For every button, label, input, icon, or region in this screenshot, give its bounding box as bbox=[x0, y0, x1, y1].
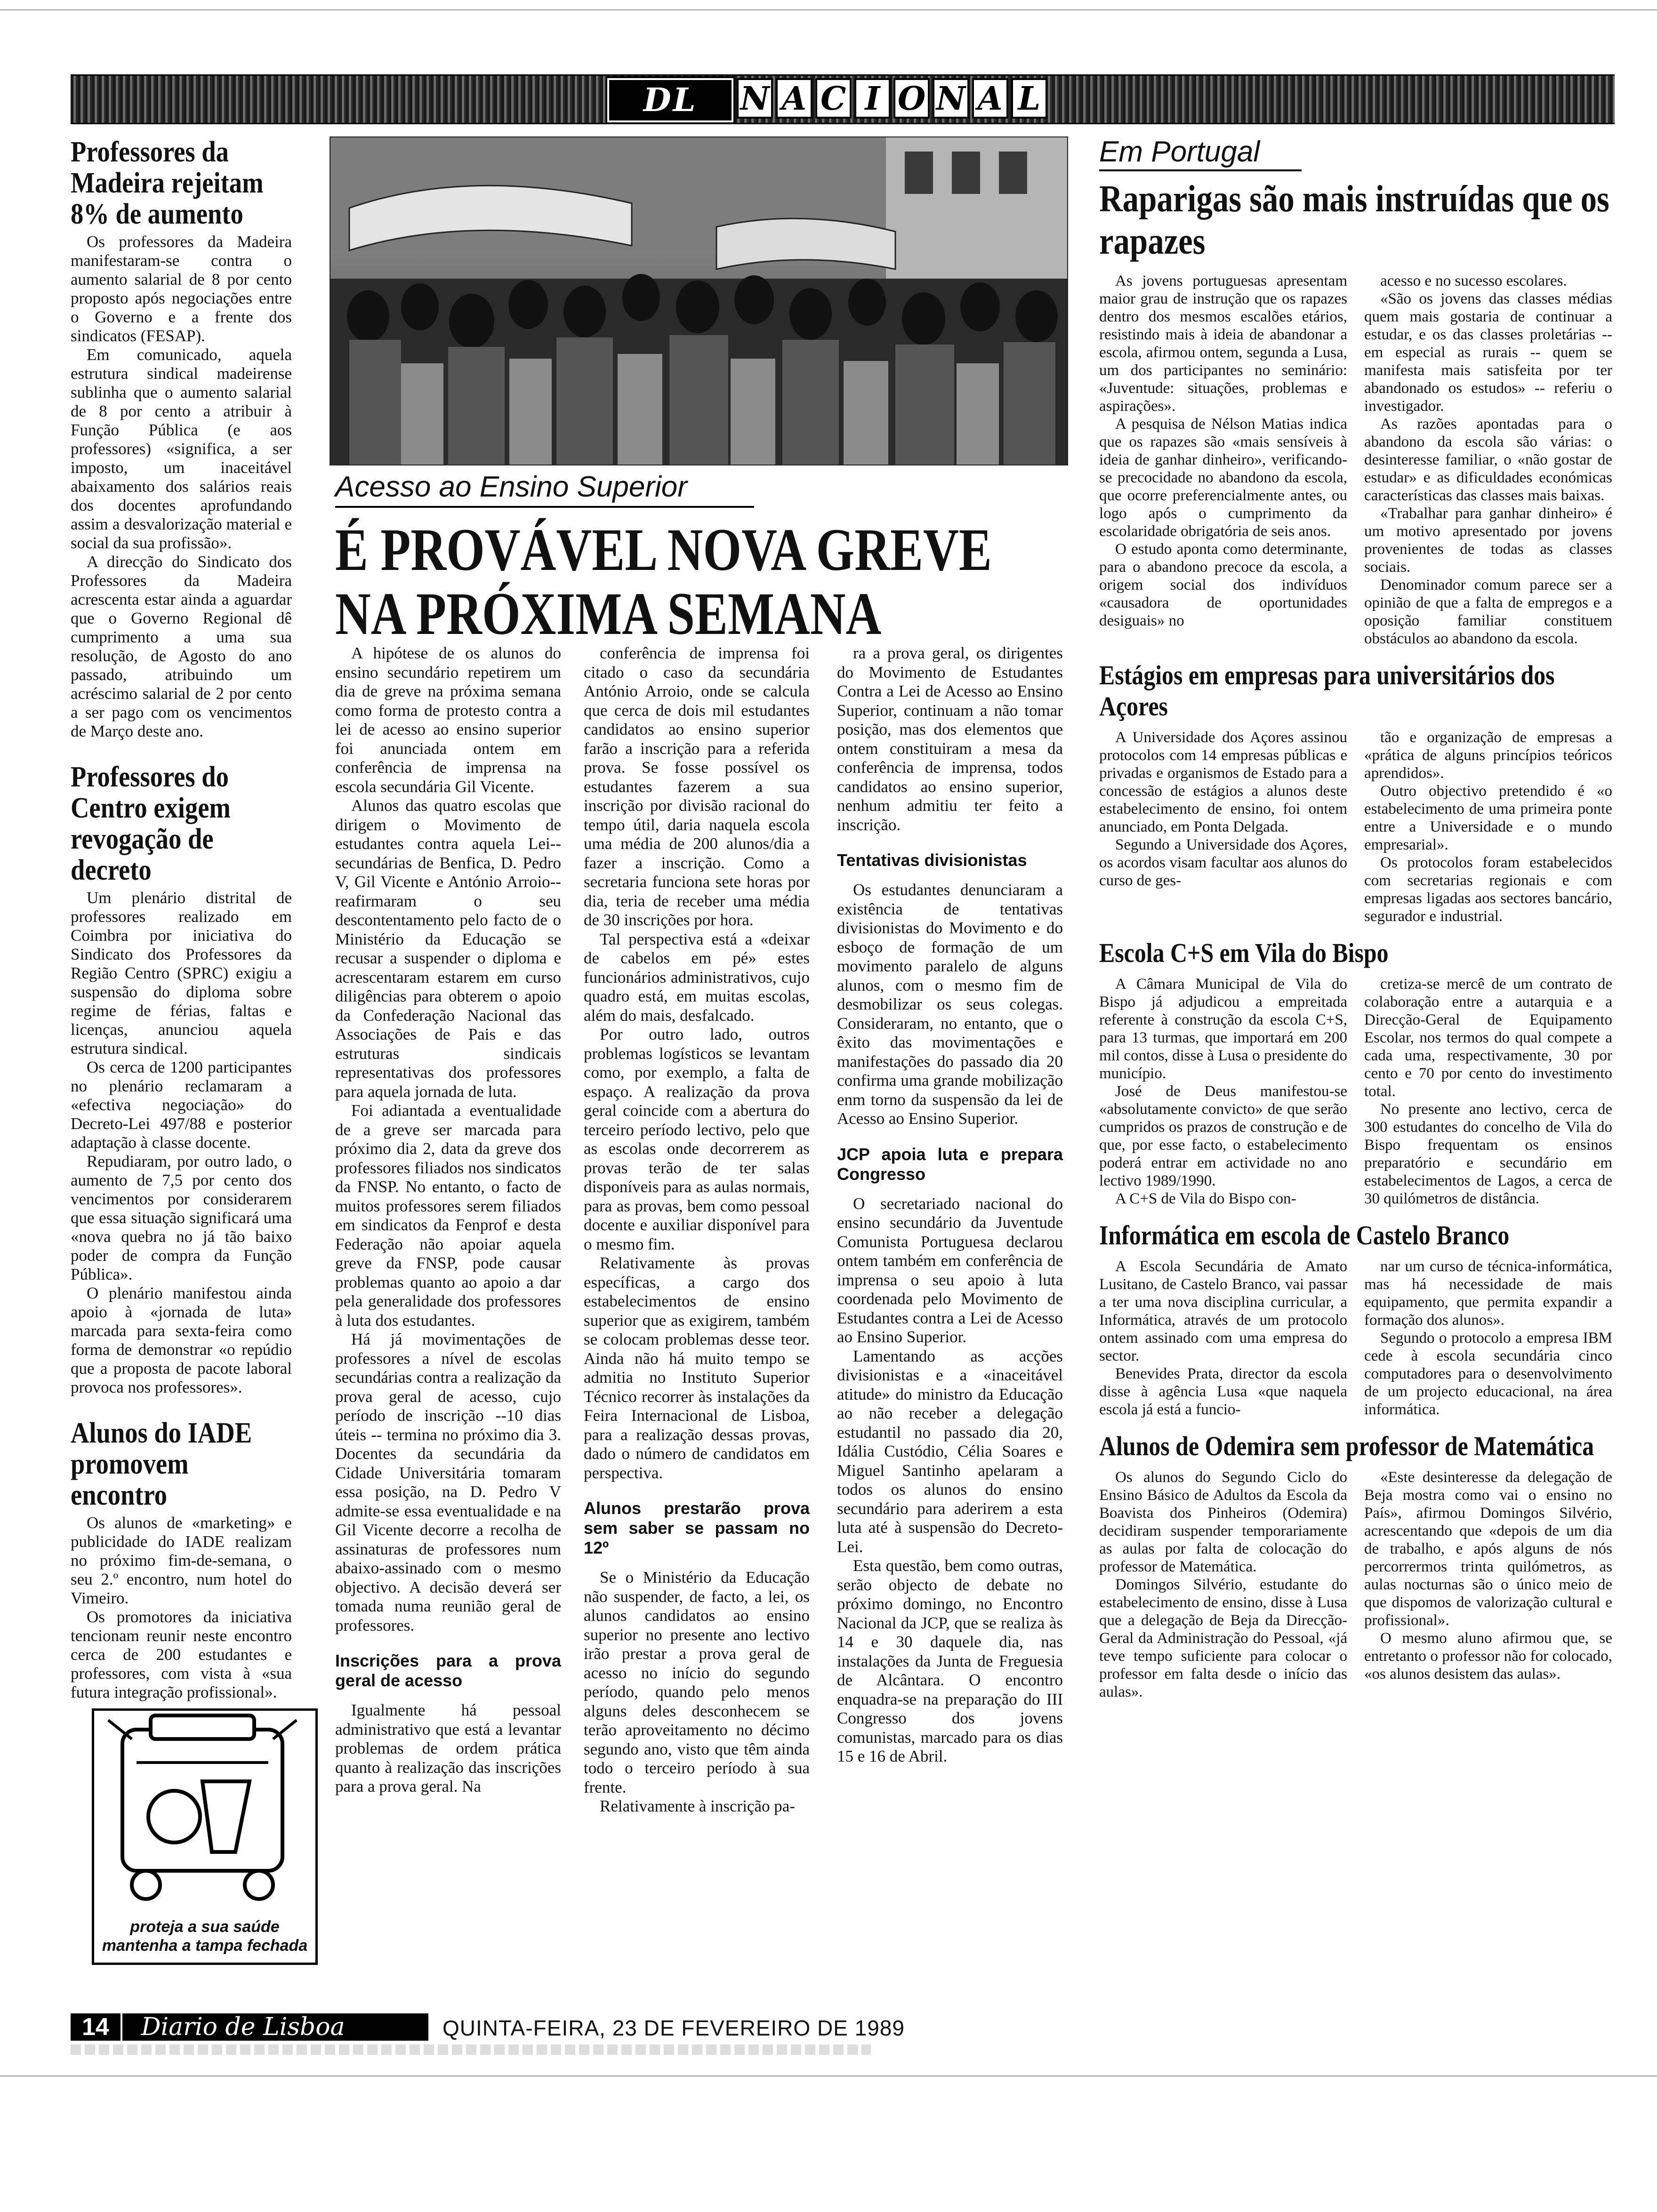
ad-caption-line: mantenha a tampa fechada bbox=[102, 1937, 308, 1955]
article-col bbox=[1099, 975, 1347, 1208]
right-kicker: Em Portugal bbox=[1099, 136, 1260, 168]
article-raparigas bbox=[1099, 272, 1612, 648]
headline-castelo-branco: Informática em escola de Castelo Branco bbox=[1099, 1220, 1510, 1250]
paragraph: Em comunicado, aquela estrutura sindical madeirense sublinha que o aumento salarial de 8 por cento a atribuir à Função Pública (e aos professores) «significa, a ser imposto, um inaceitável abaixamento dos salários reais dos docentes aprofundando assim a desvalorização material e social da sua profissão». bbox=[71, 345, 292, 552]
article-col bbox=[1364, 975, 1612, 1208]
main-story-headline: É PROVÁVEL NOVA GREVE NA PRÓXIMA SEMANA bbox=[335, 516, 992, 647]
footer-bleed-through bbox=[71, 2044, 871, 2055]
paragraph: Igualmente há pessoal administrativo que está a levantar problemas de ordem prática quanto à realização das inscrições para a prova geral. Na bbox=[335, 1701, 561, 1795]
article-col bbox=[1364, 1468, 1612, 1701]
trash-bin-icon bbox=[94, 1711, 311, 1908]
article-madeira bbox=[71, 232, 292, 741]
page-number: 14 bbox=[71, 2013, 122, 2041]
health-ad-box bbox=[92, 1708, 318, 1965]
subheading: Inscrições para a prova geral de acesso bbox=[335, 1651, 561, 1690]
section-letter: N bbox=[737, 78, 773, 119]
kicker-rule bbox=[335, 506, 754, 508]
main-story-col-1 bbox=[335, 644, 561, 1796]
paragraph: Foi adiantada a eventualidade de a greve ser marcada para próximo dia 2, data da greve dos professores filiados nos sindicatos da FNSP. No entanto, o facto de muitos professores serem filiados em sindicatos da Fenprof e desta Federação não apoiar aquela greve da FNSP, pode causar problemas quanto ao apoio a dar pela generalidade dos professores à luta dos estudantes. bbox=[335, 1101, 561, 1330]
paragraph: A Câmara Municipal de Vila do Bispo já adjudicou a empreitada referente à construção da escola C+S, para 13 turmas, que importará em 200 mil contos, disse à Lusa o presidente do município. bbox=[1099, 976, 1347, 1082]
main-story-kicker: Acesso ao Ensino Superior bbox=[335, 471, 687, 503]
section-letter: I bbox=[854, 78, 891, 119]
paragraph: A direcção do Sindicato dos Professores da Madeira acrescenta estar ainda a aguardar que o Governo Regional dê cumprimento a uma sua resolução, de Agosto do ano passado, atribuindo um acréscimo salarial de 2 por cento a ser pago com os vencimentos de Março deste ano. bbox=[71, 553, 292, 740]
paragraph: nar um curso de técnica-informática, mas há necessidade de mais equipamento, que permita expandir a formação dos alunos». bbox=[1364, 1258, 1612, 1329]
article-estagios bbox=[1099, 729, 1612, 925]
paragraph: As jovens portuguesas apresentam maior grau de instrução que os rapazes dentro dos mesmos escalões etários, resistindo mais à ideia de abandonar a escola, afirmou ontem, segunda a Lusa, um dos participantes no seminário: «Juventude: situações, problemas e aspirações». bbox=[1099, 272, 1347, 415]
subheading: Tentativas divisionistas bbox=[837, 850, 1027, 870]
article-castelo-branco bbox=[1099, 1258, 1612, 1419]
right-column bbox=[1099, 127, 1612, 1701]
headline-vila-do-bispo: Escola C+S em Vila do Bispo bbox=[1099, 938, 1389, 968]
paragraph: Relativamente às provas específicas, a cargo dos estabelecimentos de ensino superior que as exigirem, também se colocam problemas desse teor. Ainda não há muito tempo se admitia no Instituto Superior Técnico recorrer às instalações da Feira Internacional de Lisboa, para a realização dessas provas, dado o número de candidatos em perspectiva. bbox=[584, 1254, 810, 1482]
paragraph: Se o Ministério da Educação não suspender, de facto, a lei, os alunos candidatos ao ensino superior no presente ano lectivo irão prestar a prova geral de acesso no início do segundo período, quando pelo menos alguns deles desconhecem se terão aproveitamento no décimo segundo ano, visto que têm ainda todo o terceiro período à sua frente. bbox=[584, 1568, 810, 1796]
section-letter: A bbox=[972, 78, 1008, 119]
section-letter: A bbox=[776, 78, 812, 119]
paragraph: O estudo aponta como determinante, para o abandono precoce da escola, a origem social dos indivíduos «causadora de oportunidades desiguais» no bbox=[1099, 541, 1347, 629]
paragraph: A hipótese de os alunos do ensino secundário repetirem um dia de greve na próxima semana como forma de protesto contra a lei de acesso ao ensino superior foi anunciada ontem em conferência de imprensa na escola secundária Gil Vicente. bbox=[335, 644, 561, 796]
headline-raparigas: Raparigas são mais instruídas que os rapazes bbox=[1099, 178, 1609, 262]
paragraph: Os alunos do Segundo Ciclo do Ensino Básico de Adultos da Escola da Boavista dos Pinheiros (Odemira) decidiram suspender temporariamente as aulas por falta de colocação do professor de Matemática. bbox=[1099, 1469, 1347, 1575]
headline-madeira: Professores da Madeira rejeitam 8% de aumento bbox=[71, 136, 264, 230]
paragraph: acesso e no sucesso escolares. bbox=[1380, 272, 1567, 289]
paragraph: Os professores da Madeira manifestaram-se contra o aumento salarial de 8 por cento proposto após negociações entre o Governo e a frente dos sindicatos (FESAP). bbox=[71, 232, 292, 345]
paragraph: No presente ano lectivo, cerca de 300 estudantes do concelho de Vila do Bispo frequentam os ensinos preparatório e secundário em estabelecimentos de Lagos, a cerca de 30 quilómetros de distância. bbox=[1364, 1101, 1612, 1207]
article-col bbox=[1099, 729, 1347, 925]
section-letter: L bbox=[1011, 78, 1047, 119]
subheading: JCP apoia luta e prepara Congresso bbox=[837, 1144, 1063, 1184]
paragraph: cretiza-se mercê de um contrato de colaboração entre a autarquia e a Direcção-Geral de Equipamento Escolar, nos termos do qual compete a cada uma, respectivamente, 30 por cento e 70 por cento do investimento total. bbox=[1364, 976, 1612, 1100]
paragraph: Os protocolos foram estabelecidos com secretarias regionais e com empresas ligadas aos sectores bancário, segurador e industrial. bbox=[1364, 854, 1612, 925]
article-col bbox=[1364, 729, 1612, 925]
footer-date: QUINTA-FEIRA, 23 DE FEVEREIRO DE 1989 bbox=[442, 2016, 905, 2040]
paragraph: Segundo a Universidade dos Açores, os acordos visam facultar aos alunos do curso de ges- bbox=[1099, 836, 1347, 889]
footer-bar bbox=[71, 2013, 428, 2041]
paragraph: A Escola Secundária de Amato Lusitano, de Castelo Branco, vai passar a ter uma nova disciplina curricular, a Informática, através de um protocolo ontem assinado com uma empresa do sector. bbox=[1099, 1258, 1347, 1364]
paragraph: A Universidade dos Açores assinou protocolos com 14 empresas públicas e privadas e organismos de Estado para a concessão de estágios a alunos deste estabelecimento de ensino, foi ontem anunciado, em Ponta Delgada. bbox=[1099, 729, 1347, 835]
paragraph: Segundo o protocolo a empresa IBM cede à escola secundária cinco computadores para o desenvolvimento de um projecto educacional, na área informática. bbox=[1364, 1330, 1612, 1418]
paragraph: Denominador comum parece ser a opinião de que a falta de empregos e a oposição familiar constituem obstáculos ao abandono da escola. bbox=[1364, 577, 1612, 647]
paragraph: O plenário manifestou ainda apoio à «jornada de luta» marcada para sexta-feira como forma de demonstrar «o repúdio que a proposta de pacote laboral provoca nos professores». bbox=[71, 1284, 292, 1396]
paper-name: Diario de Lisboa bbox=[141, 2013, 345, 2041]
headline-estagios: Estágios em empresas para universitários dos Açores bbox=[1099, 660, 1555, 721]
paragraph: Esta questão, bem como outras, serão objecto de debate no próximo domingo, no Encontro Nacional da JCP, que se realiza às 14 e 30 daquele dia, nas instalações da Junta de Freguesia de Alcântara. O encontro enquadra-se na preparação do III Congresso dos jovens comunistas, marcado para os dias 15 e 16 de Abril. bbox=[837, 1556, 1063, 1765]
section-label-nacional bbox=[737, 78, 1047, 119]
article-col bbox=[1364, 272, 1612, 648]
paragraph: O mesmo aluno afirmou que, se entretanto o professor não for colocado, «os alunos desistem das aulas». bbox=[1364, 1630, 1612, 1683]
paragraph: Os cerca de 1200 participantes no plenário reclamaram a «efectiva negociação» do Decreto-Lei 497/88 e posterior adaptação à classe docente. bbox=[71, 1058, 292, 1152]
ad-caption bbox=[94, 1917, 315, 1955]
paragraph: conferência de imprensa foi citado o caso da secundária António Arroio, onde se calcula que cerca de dois mil estudantes candidatos ao ensino superior farão a inscrição para a referida prova. Se fosse possível os estudantes fazerem a sua inscrição por divisão racional do tempo útil, daria naquela escola uma média de 200 alunos/dia a fazer a inscrição. Como a secretaria funciona sete horas por dia, teria de receber uma média de 30 inscrições por hora. bbox=[584, 644, 810, 929]
paragraph: ra a prova geral, os dirigentes do Movimento de Estudantes Contra a Lei de Acesso ao Ensino Superior, continuam a não tomar posição, mas dos elementos que ontem constituiram a mesa da conferência de imprensa, todos candidatos ao ensino superior, nenhum admitiu ter feito a inscrição. bbox=[837, 644, 1063, 834]
paragraph: Por outro lado, outros problemas logísticos se levantam como, por exemplo, a falta de espaço. A realização da prova geral coincide com a abertura do terceiro período lectivo, pelo que as escolas onde decorrerem as provas terão de ter salas disponíveis para as aulas normais, para as provas, bem como pessoal docente e auxiliar disponível para o mesmo fim. bbox=[584, 1025, 810, 1253]
paragraph: As razões apontadas para o abandono da escola são várias: o desinteresse familiar, o «não gostar de estudar» e as dificuldades económicas características das classes mais baixas. bbox=[1364, 416, 1612, 504]
dl-logo: DL bbox=[607, 78, 733, 122]
paragraph: Os estudantes denunciaram a existência de tentativas divisionistas do Movimento e do esboço de formação de um movimento paralelo de alguns alunos, com o mesmo fim de desmobilizar os seus colegas. Consideraram, no entanto, que o êxito das movimentações e manifestações do passado dia 20 confirma uma grande mobilização enm torno da suspensão da lei de Acesso ao Ensino Superior. bbox=[837, 881, 1063, 1128]
scan-edge-rule bbox=[0, 9, 1657, 10]
article-col bbox=[1099, 1468, 1347, 1701]
ad-caption-line: proteja a sua saúde bbox=[130, 1918, 280, 1936]
paragraph: A C+S de Vila do Bispo con- bbox=[1115, 1190, 1296, 1207]
main-story-col-3 bbox=[837, 644, 1063, 1766]
article-iade bbox=[71, 1514, 292, 1702]
headline-odemira: Alunos de Odemira sem professor de Matemática bbox=[1099, 1431, 1594, 1461]
article-vila-do-bispo bbox=[1099, 975, 1612, 1208]
kicker-rule bbox=[1099, 169, 1302, 171]
paragraph: «Trabalhar para ganhar dinheiro» é um motivo apresentado por jovens provenientes de todas as classes sociais. bbox=[1364, 505, 1612, 576]
paragraph: Os alunos de «marketing» e publicidade do IADE realizam no próximo fim-de-semana, o seu 2.º encontro, num hotel do Vimeiro. bbox=[71, 1514, 292, 1607]
paragraph: Os promotores da iniciativa tencionam reunir neste encontro cerca de 200 estudantes e professores, com vista à «sua futura integração profissional». bbox=[71, 1608, 292, 1701]
article-col bbox=[1099, 1258, 1347, 1419]
paragraph: «Este desinteresse da delegação de Beja mostra como vai o ensino no País», afirmou Domingos Silvério, acrescentando que «depois de um dia de trabalho, e após alguns de nós percorrermos trinta quilómetros, as aulas nocturnas são o único meio de que dispomos de valorização cultural e profissional». bbox=[1364, 1469, 1612, 1629]
paragraph: Lamentando as acções divisionistas e a «inaceitável atitude» do ministro da Educação ao não receber a delegação estudantil no passado dia 20, Idália Custódio, Célia Soares e Miguel Santinho apelaram a todos os alunos do ensino secundário para aderirem a esta luta até à suspensão do Decreto-Lei. bbox=[837, 1346, 1063, 1556]
main-story-col-2 bbox=[584, 644, 810, 1816]
headline-iade: Alunos do IADE promovem encontro bbox=[71, 1417, 252, 1511]
article-odemira bbox=[1099, 1468, 1612, 1701]
section-letter: N bbox=[933, 78, 969, 119]
paragraph: Relativamente à inscrição pa- bbox=[600, 1797, 795, 1815]
section-letter: O bbox=[893, 78, 930, 119]
paragraph: tão e organização de empresas a «prática de alguns princípios teóricos aprendidos». bbox=[1364, 729, 1612, 782]
paragraph: Domingos Silvério, estudante do estabelecimento de ensino, disse à Lusa que a delegação de Beja da Direcção-Geral da Administração do Pessoal, «já teve tempo suficiente para colocar o professor em falta desde o início das aulas». bbox=[1099, 1576, 1347, 1700]
paragraph: Há já movimentações de professores a nível de escolas secundárias contra a realização da prova geral de acesso, cujo período de inscrição --10 dias úteis -- termina no próximo dia 3. Docentes da secundária da Cidade Universitária tomaram essa posição, na D. Pedro V admite-se essa eventualidade e na Gil Vicente decorre a recolha de assinaturas de professores num abaixo-assinado com o mesmo objectivo. A decisão deverá ser tomada numa reunião geral de professores. bbox=[335, 1330, 561, 1635]
paragraph: Outro objectivo pretendido é «o estabelecimento de uma primeira ponte entre a Universidade e o mundo empresarial». bbox=[1364, 783, 1612, 853]
paragraph: O secretariado nacional do ensino secundário da Juventude Comunista Portuguesa declarou ontem também em conferência de imprensa o seu apoio à luta coordenada pelo Movimento de Estudantes contra a Lei de Acesso ao Ensino Superior. bbox=[837, 1194, 1063, 1346]
protest-photo bbox=[330, 136, 1068, 465]
paragraph: Um plenário distrital de professores realizado em Coimbra por iniciativa do Sindicato dos Professores da Região Centro (SPRC) exigiu a suspensão do diploma sobre regime de férias, faltas e licenças, anunciou aquela estrutura sindical. bbox=[71, 889, 292, 1058]
left-column bbox=[71, 136, 292, 1702]
paragraph: «São os jovens das classes médias quem mais gostaria de continuar a estudar, e os das classes proletárias -- em especial as rurais -- quem se manifesta mais satisfeita por ter abandonado os estudos» -- referiu o investigador. bbox=[1364, 290, 1612, 415]
article-col bbox=[1364, 1258, 1612, 1419]
paragraph: José de Deus manifestou-se «absolutamente convicto» de que serão cumpridos os prazos de construção e de que, por esse facto, o estabelecimento poderá entrar em actividade no ano lectivo 1989/1990. bbox=[1099, 1083, 1347, 1189]
section-letter: C bbox=[815, 78, 852, 119]
paragraph: Tal perspectiva está a «deixar de cabelos em pé» estes funcionários administrativos, cujo quadro está, em muitas escolas, além do mais, desfalcado. bbox=[584, 930, 810, 1025]
paragraph: A pesquisa de Nélson Matias indica que os rapazes são «mais sensíveis à ideia de ganhar dinheiro», verificando-se precocidade no abandono da escola, que ocorre preferencialmente antes, ou logo após o cumprimento da escolaridade obrigatória de seis anos. bbox=[1099, 416, 1347, 540]
article-col bbox=[1099, 272, 1347, 648]
article-centro bbox=[71, 889, 292, 1397]
headline-centro: Professores do Centro exigem revogação de decreto bbox=[71, 761, 231, 886]
paragraph: Benevides Prata, director da escola disse à agência Lusa «que naquela escola já está a funcio- bbox=[1099, 1365, 1347, 1418]
paragraph: Alunos das quatro escolas que dirigem o Movimento de estudantes contra aquela Lei--secundárias de Benfica, D. Pedro V, Gil Vicente e António Arroio--reafirmaram o seu descontentamento pelo facto de o Ministério da Educação se recusar a suspender o diploma e acrescentaram estarem em curso diligências para obterem o apoio da Confederação Nacional das Associações de Pais e das estruturas sindicais representativas dos professores para aquela jornada de luta. bbox=[335, 796, 561, 1101]
paragraph: Repudiaram, por outro lado, o aumento de 7,5 por cento dos vencimentos por considerarem que essa situação significará uma «nova quebra no já tão baixo poder de compra da Função Pública». bbox=[71, 1152, 292, 1283]
subheading: Alunos prestarão prova sem saber se passam no 12º bbox=[584, 1499, 810, 1557]
